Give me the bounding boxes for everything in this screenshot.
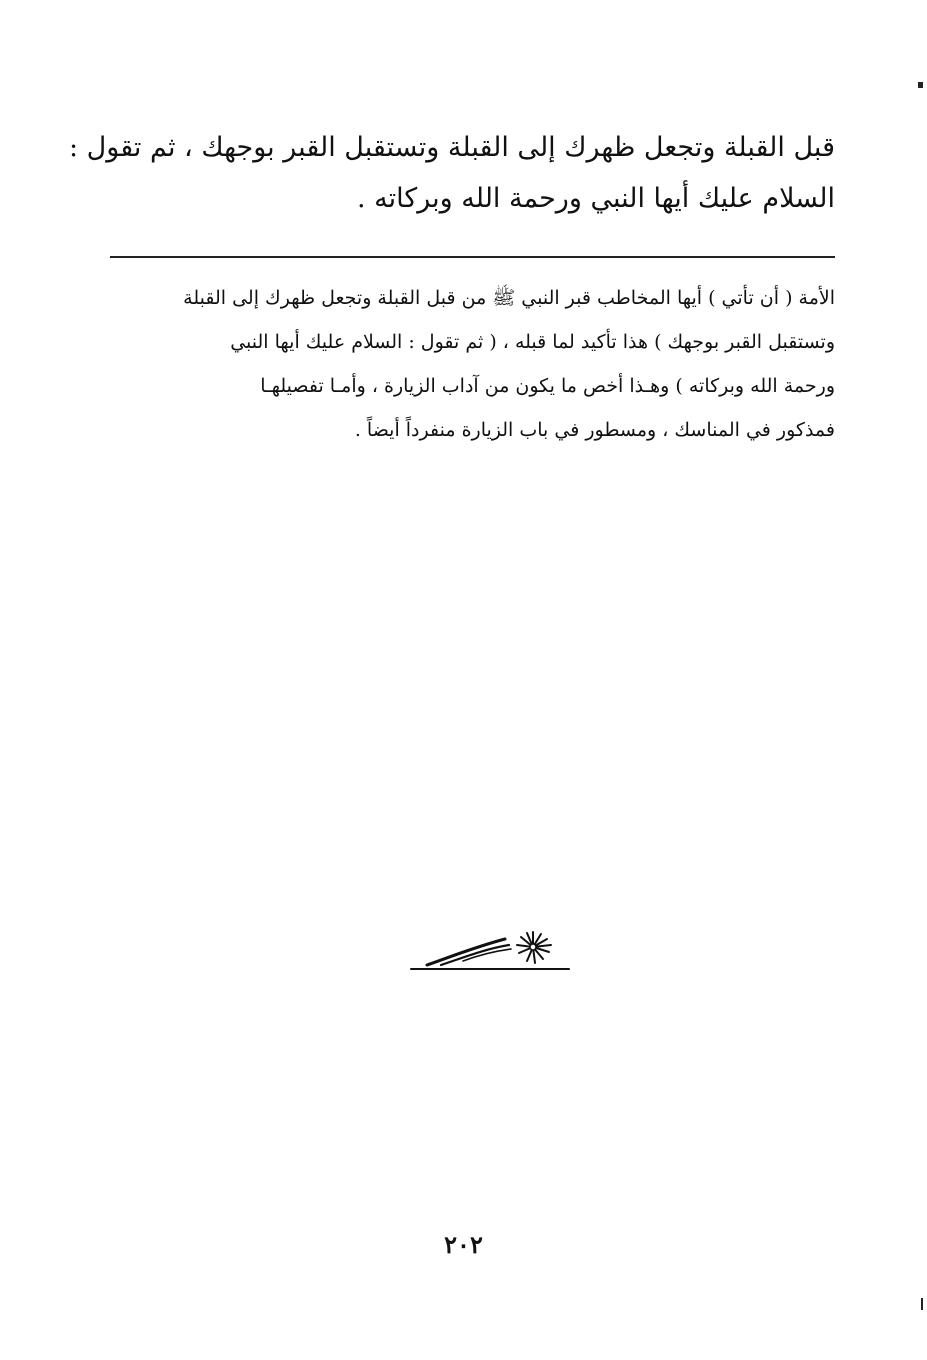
scan-speck <box>921 1298 923 1310</box>
footnote-block <box>100 276 835 452</box>
main-text-line-2: السلام عليك أيها النبي ورحمة الله وبركاته . <box>357 183 835 214</box>
footnote-line-3: ورحمة الله وبركاته ) وهـذا أخص ما يكون من آداب الزيارة ، وأمـا تفصيلهـا <box>260 375 835 397</box>
scan-speck <box>918 82 923 88</box>
footnote-separator-rule <box>110 256 835 258</box>
main-text-block <box>68 122 835 224</box>
footnote-line-1: الأمة ( أن تأتي ) أيها المخاطب قبر النبي ﷺ من قبل القبلة وتجعل ظهرك إلى القبلة <box>183 287 835 309</box>
footnote-line-2: وتستقبل القبر بوجهك ) هذا تأكيد لما قبله ، ( ثم تقول : السلام عليك أيها النبي <box>230 331 835 353</box>
flourish-ornament-icon <box>405 925 575 975</box>
footnote-line-4: فمذكور في المناسك ، ومسطور في باب الزيارة منفرداً أيضاً . <box>354 419 835 441</box>
page-number: ٢٠٢ <box>444 1230 483 1259</box>
main-text-line-1: قبل القبلة وتجعل ظهرك إلى القبلة وتستقبل القبر بوجهك ، ثم تقول : <box>68 132 835 163</box>
